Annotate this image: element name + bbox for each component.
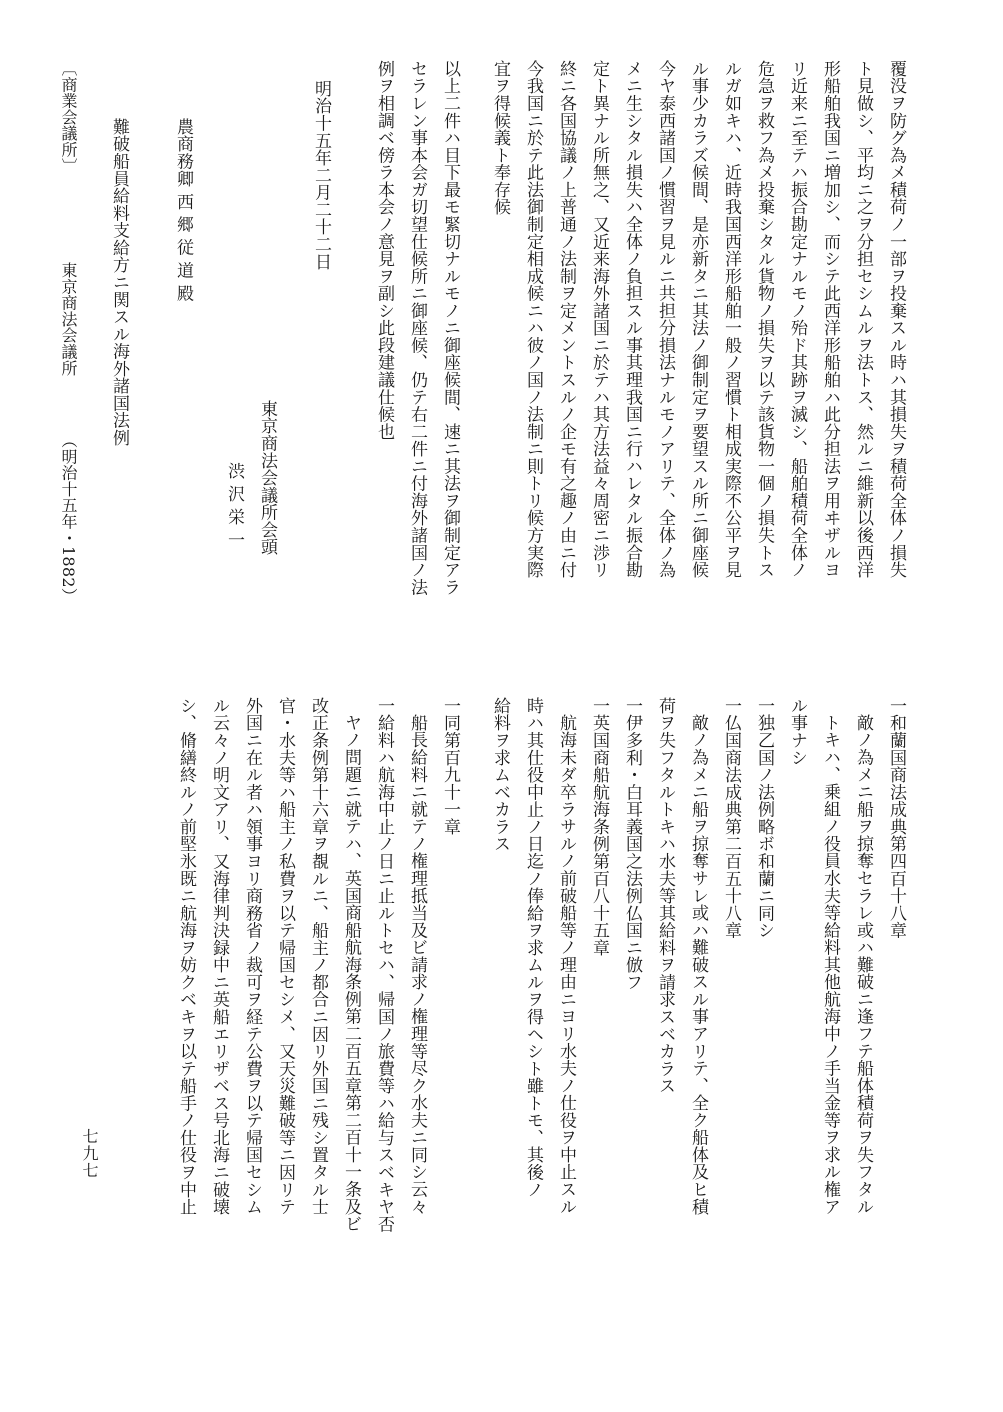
page-number: 七九七 [80, 1128, 99, 1179]
lower-column: 外国ニ在ル者ハ領事ヨリ商務省ノ裁可ヲ経テ公費ヲ以テ帰国セシム [242, 697, 262, 1216]
signatory-name: 渋 沢 栄 一 [224, 462, 244, 549]
document-date: 明治十五年二月二十二日 [311, 80, 331, 271]
lower-column: 船長給料ニ就テノ権理抵当及ビ請求ノ権理等尽ク水夫ニ同シ云々 [407, 714, 427, 1216]
lower-column: 時ハ其仕役中止ノ日迄ノ俸給ヲ求ムルヲ得ヘシト雖トモ、其後ノ [523, 697, 543, 1199]
lower-column: ル云々ノ明文アリ、又海律判決録中ニ英船エリザベス号北海ニ破壊 [209, 697, 229, 1216]
signatory-organization: 東京商法会議所会頭 [257, 400, 277, 556]
upper-column: 宜ヲ得候義ト奉存候 [490, 60, 510, 216]
lower-column: 給料ヲ求ムベカラス [490, 697, 510, 853]
addressee: 農商務卿 西 郷 従 道 殿 [173, 118, 193, 302]
lower-column: 一仏国商法成典第二百五十八章 [721, 697, 741, 939]
upper-column: 終ニ各国協議ノ上普通ノ法制ヲ定メントスルノ企モ有之趣ノ由ニ付 [556, 60, 576, 579]
lower-column: 敵ノ為メニ船ヲ掠奪サレ或ハ難破スル事アリテ、全ク船体及ヒ積 [688, 714, 708, 1216]
upper-column: ト見做シ、平均ニ之ヲ分担セシムルヲ法トス、然ルニ維新以後西洋 [853, 60, 873, 579]
upper-column: 定ト異ナル所無之、又近来海外諸国ニ於テハ其方法益々周密ニ渉リ [589, 60, 609, 579]
lower-column: ヤノ問題ニ就テハ、英国商船航海条例第二百五章第二百十一条及ビ [341, 714, 361, 1233]
lower-column: 一独乙国ノ法例略ボ和蘭ニ同シ [754, 697, 774, 939]
lower-column: シ、脩繕終ルノ前堅氷既ニ航海ヲ妨クベキヲ以テ船手ノ仕役ヲ中止 [176, 697, 196, 1216]
upper-column: 例ヲ相調ベ傍ラ本会ノ意見ヲ副シ此段建議仕候也 [374, 60, 394, 441]
upper-column: 危急ヲ救フ為メ投棄シタル貨物ノ損失ヲ以テ該貨物一個ノ損失トス [754, 60, 774, 579]
upper-column: 今我国ニ於テ此法御制定相成候ニハ彼ノ国ノ法制ニ則トリ候方実際 [523, 60, 543, 579]
lower-column: 官・水夫等ハ船主ノ私費ヲ以テ帰国セシメ、又天災難破等ニ因リテ [275, 697, 295, 1216]
lower-column: 一給料ハ航海中止ノ日ニ止ルトセハ、帰国ノ旅費等ハ給与スベキヤ否 [374, 697, 394, 1233]
lower-column: 改正条例第十六章ヲ覩ルニ、船主ノ都合ニ因リ外国ニ残シ置タル士 [308, 697, 328, 1216]
lower-column: 一英国商船航海条例第百八十五章 [589, 697, 609, 957]
upper-column: 覆没ヲ防グ為メ積荷ノ一部ヲ投棄スル時ハ其損失ヲ積荷全体ノ損失 [886, 60, 906, 579]
lower-column: 一同第百九十一章 [440, 697, 460, 836]
upper-column: ルガ如キハ、近時我国西洋形船舶一般ノ習慣ト相成実際不公平ヲ見 [721, 60, 741, 579]
upper-column: ル事少カラズ候間、是亦新タニ其法ノ御制定ヲ要望スル所ニ御座候 [688, 60, 708, 579]
lower-column: 航海未ダ卒ラサルノ前破船等ノ理由ニヨリ水夫ノ仕役ヲ中止スル [556, 714, 576, 1216]
upper-column: リ近来ニ至テハ振合勘定ナルモノ殆ド其跡ヲ滅シ、船舶積荷全体ノ [787, 60, 807, 579]
lower-column: トキハ、乗組ノ役員水夫等給料其他航海中ノ手当金等ヲ求ル権ア [820, 714, 840, 1216]
document-title: 難破船員給料支給方ニ関スル海外諸国法例 [109, 118, 129, 447]
source-organization: 東京商法会議所 [59, 262, 78, 376]
source-label: 〔商業会議所〕 [59, 60, 78, 174]
upper-column: 今ヤ泰西諸国ノ慣習ヲ見ルニ共担分損法ナルモノアリテ、全体ノ為 [655, 60, 675, 579]
upper-column: 以上二件ハ目下最モ緊切ナルモノニ御座候間、速ニ其法ヲ御制定アラ [440, 60, 460, 596]
upper-column: メニ生シタル損失ハ全体ノ負担スル事其理我国ニ行ハレタル振合勘 [622, 60, 642, 579]
upper-column: セラレン事本会ガ切望仕候所ニ御座候、仍テ右二件ニ付海外諸国ノ法 [407, 60, 427, 596]
upper-column: 形船舶我国ニ増加シ、而シテ此西洋形船舶ハ此分担法ヲ用ヰザルヨ [820, 60, 840, 579]
lower-column: 一和蘭国商法成典第四百十八章 [886, 697, 906, 939]
lower-column: 敵ノ為メニ船ヲ掠奪セラレ或ハ難破ニ逢フテ船体積荷ヲ失フタル [853, 714, 873, 1216]
lower-column: ル事ナシ [787, 697, 807, 767]
source-date: （明治十五年・1882） [59, 432, 78, 605]
lower-column: 荷ヲ失フタルトキハ水夫等其給料ヲ請求スベカラス [655, 697, 675, 1095]
lower-column: 一伊多利・白耳義国之法例仏国ニ倣フ [622, 697, 642, 991]
